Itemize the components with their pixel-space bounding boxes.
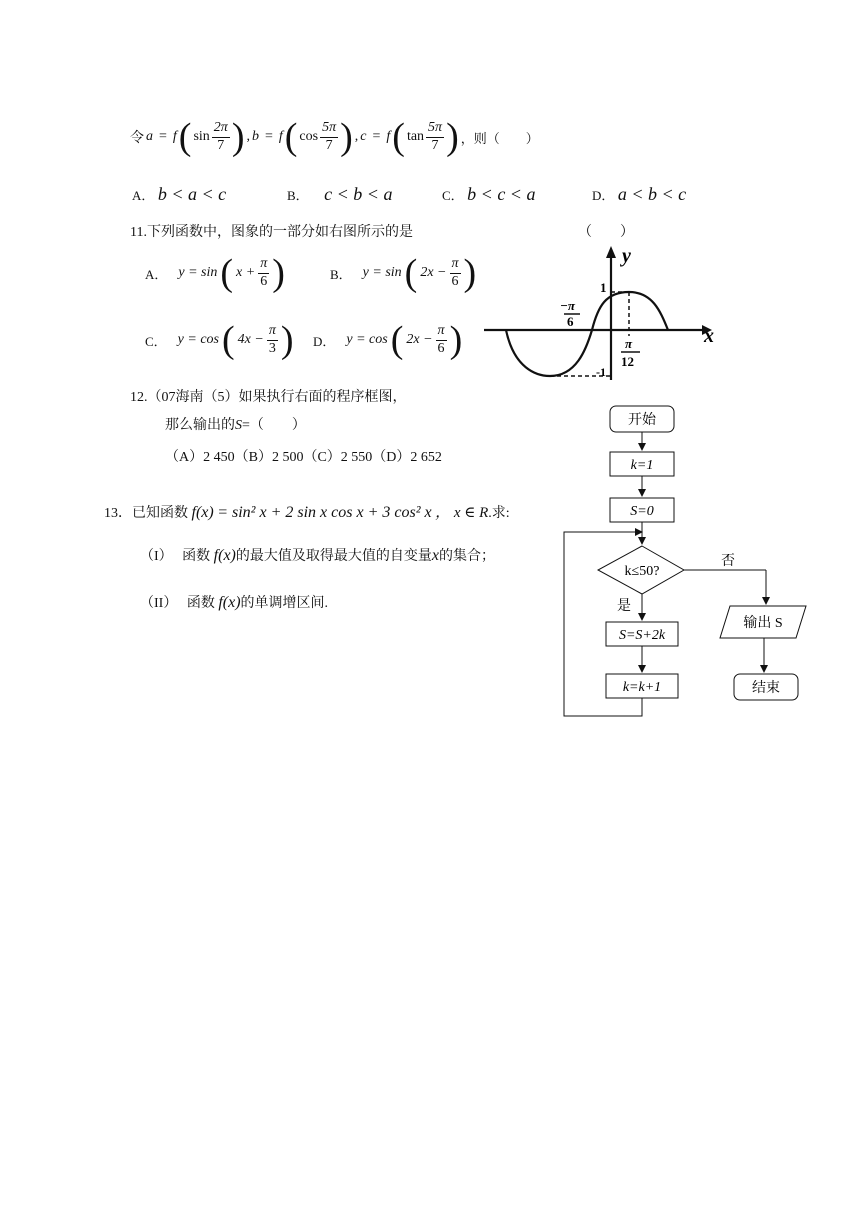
q12-line2-prefix: 那么输出的 xyxy=(165,418,235,433)
option-expr: c < b < a xyxy=(324,184,393,204)
flow-init-k: k=1 xyxy=(630,458,654,473)
option-expr: b < a < c xyxy=(157,184,227,204)
paren: ) xyxy=(272,252,285,294)
option-inner: x + xyxy=(236,265,256,280)
frac-den: 3 xyxy=(268,340,276,356)
graph-neg-pi: −π xyxy=(560,298,575,313)
paren: ( xyxy=(222,319,235,361)
frac-den: 6 xyxy=(260,273,268,289)
paren: ) xyxy=(446,116,459,158)
q11-graph xyxy=(480,240,720,385)
q13-prefix: 13．已知函数 xyxy=(104,506,188,521)
frac-num: π xyxy=(450,256,461,273)
q10-option-d xyxy=(592,184,686,205)
frac-den: 7 xyxy=(325,137,333,153)
option-letter: B． xyxy=(287,188,309,203)
sine-curve xyxy=(506,292,668,376)
option-letter: D． xyxy=(592,188,615,203)
q13-part2-a: 函数 xyxy=(186,596,215,611)
flow-update-s: S=S+2k xyxy=(618,628,666,643)
q12-line2-suffix: =（ ） xyxy=(242,418,306,433)
q13-part2 xyxy=(140,592,328,612)
flow-cond: k≤50? xyxy=(624,564,660,579)
q11-option-c xyxy=(145,317,294,363)
option-letter: D． xyxy=(313,333,336,349)
q12-choices: （A）2 450（B）2 500（C）2 550（D）2 652 xyxy=(165,450,442,465)
flow-output: 输出 S xyxy=(743,616,783,631)
q10-cos: cos xyxy=(299,129,319,144)
q11-option-a xyxy=(145,250,285,296)
paren: ( xyxy=(404,252,418,294)
paren: ) xyxy=(280,319,294,361)
q10-b: b xyxy=(251,129,259,144)
q13-fx: f(x) xyxy=(218,594,241,611)
q12-line2 xyxy=(165,414,306,434)
graph-one: 1 xyxy=(600,280,607,295)
q10-f3: f xyxy=(386,129,391,144)
paren: ( xyxy=(284,116,298,158)
q13-fx: f(x) xyxy=(213,547,236,564)
graph-y-label: y xyxy=(622,245,631,267)
option-letter: A． xyxy=(132,188,155,203)
q13-fx: f(x) xyxy=(191,504,214,521)
paren: ) xyxy=(340,116,353,158)
q13-line1 xyxy=(104,501,510,522)
q13-rhs: = sin² x + 2 sin x cos x + 3 cos² x xyxy=(217,504,432,521)
flow-update-k: k=k+1 xyxy=(622,680,662,695)
option-letter: B． xyxy=(330,266,352,282)
q13-domain: ， x ∈ R xyxy=(435,505,489,521)
q13-suffix: .求: xyxy=(488,506,510,521)
q10-tan: tan xyxy=(406,129,425,144)
q13-part1-label: （I） xyxy=(140,549,173,564)
q10-frac1 xyxy=(212,120,230,153)
paren: ( xyxy=(220,252,234,294)
q13-part2-label: （II） xyxy=(140,596,178,611)
graph-twelve: 12 xyxy=(621,354,634,369)
frac-num: π xyxy=(267,323,278,340)
q11-blank: （ ） xyxy=(578,225,634,240)
q13-part1 xyxy=(140,545,495,565)
flow-init-s: S=0 xyxy=(630,504,654,519)
flow-end: 结束 xyxy=(752,681,780,696)
q10-eq: = xyxy=(264,129,273,144)
frac-den: 7 xyxy=(431,137,439,153)
option-fn: y = sin xyxy=(362,265,402,280)
q11-stem: 11.下列函数中，图象的一部分如右图所示的是 xyxy=(130,225,413,240)
graph-six: 6 xyxy=(567,314,574,329)
q13-part1-b: 的最大值及取得最大值的自变量 xyxy=(235,549,432,564)
option-fn: y = cos xyxy=(346,332,388,347)
y-axis-arrow-icon xyxy=(606,246,616,258)
q10-frac2 xyxy=(320,120,338,153)
q13-part1-c: 的集合； xyxy=(438,549,495,564)
q10-eq: = xyxy=(159,129,167,144)
flow-start: 开始 xyxy=(628,413,656,428)
graph-x-label: x xyxy=(704,325,714,347)
q10-f2: f xyxy=(278,129,283,144)
paren: ( xyxy=(178,116,192,158)
option-letter: A． xyxy=(145,266,168,282)
q10-then: ，则（ ） xyxy=(460,130,539,146)
q10-eq: = xyxy=(372,129,381,144)
frac-den: 6 xyxy=(451,273,459,289)
frac-num: 5π xyxy=(320,120,338,137)
option-inner: 2x − xyxy=(420,265,447,280)
flow-no: 否 xyxy=(721,554,735,569)
option-frac xyxy=(436,323,447,356)
option-fn: y = cos xyxy=(177,332,219,347)
option-frac xyxy=(267,323,278,356)
q12-line2-var: S xyxy=(235,418,242,433)
option-letter: C． xyxy=(442,188,464,203)
frac-den: 7 xyxy=(217,137,225,153)
q10-a: a xyxy=(146,129,153,144)
option-expr: a < b < c xyxy=(617,184,687,204)
frac-num: π xyxy=(258,256,269,273)
q12-flowchart xyxy=(560,400,820,722)
paren: ( xyxy=(392,116,405,158)
paren: ( xyxy=(390,319,404,361)
q10-c: c xyxy=(360,129,367,144)
q11-option-b xyxy=(330,250,476,296)
q10-frac3 xyxy=(426,120,444,153)
q11-option-d xyxy=(313,317,462,363)
frac-num: 5π xyxy=(426,120,444,137)
option-fn: y = sin xyxy=(178,265,218,280)
q12-line1: 12.（07海南（5）如果执行右面的程序框图， xyxy=(130,390,407,405)
option-frac xyxy=(258,256,269,289)
option-inner: 2x − xyxy=(406,332,433,347)
q13-part1-a: 函数 xyxy=(182,549,211,564)
q13-part1-var: x xyxy=(431,547,439,564)
q10-sin: sin xyxy=(193,129,210,144)
paren: ) xyxy=(449,319,463,361)
q10-option-a xyxy=(132,184,226,205)
frac-num: π xyxy=(436,323,447,340)
option-expr: b < c < a xyxy=(467,184,536,204)
graph-pi: π xyxy=(625,336,633,351)
frac-num: 2π xyxy=(212,120,230,137)
q10-f1: f xyxy=(172,129,177,144)
flow-yes: 是 xyxy=(617,599,631,614)
option-letter: C． xyxy=(145,333,167,349)
q10-option-c xyxy=(442,184,535,205)
q10-stem: 令 a = f ( sin $\frac{2\pi}{7}$ ) , b = f ( cos $\frac{5\pi}{7}$ ) , c = f ( tan $\frac{5\pi}{7}$ ) ，则（ ） xyxy=(130,116,539,158)
graph-neg-one: -1 xyxy=(596,365,606,379)
paren: ) xyxy=(231,116,245,158)
q10-prefix: 令 xyxy=(130,131,144,146)
option-inner: 4x − xyxy=(237,332,264,347)
option-frac xyxy=(450,256,461,289)
q13-part2-b: 的单调增区间. xyxy=(240,596,329,611)
paren: ) xyxy=(463,252,477,294)
q10-option-b xyxy=(287,184,392,205)
frac-den: 6 xyxy=(437,340,445,356)
